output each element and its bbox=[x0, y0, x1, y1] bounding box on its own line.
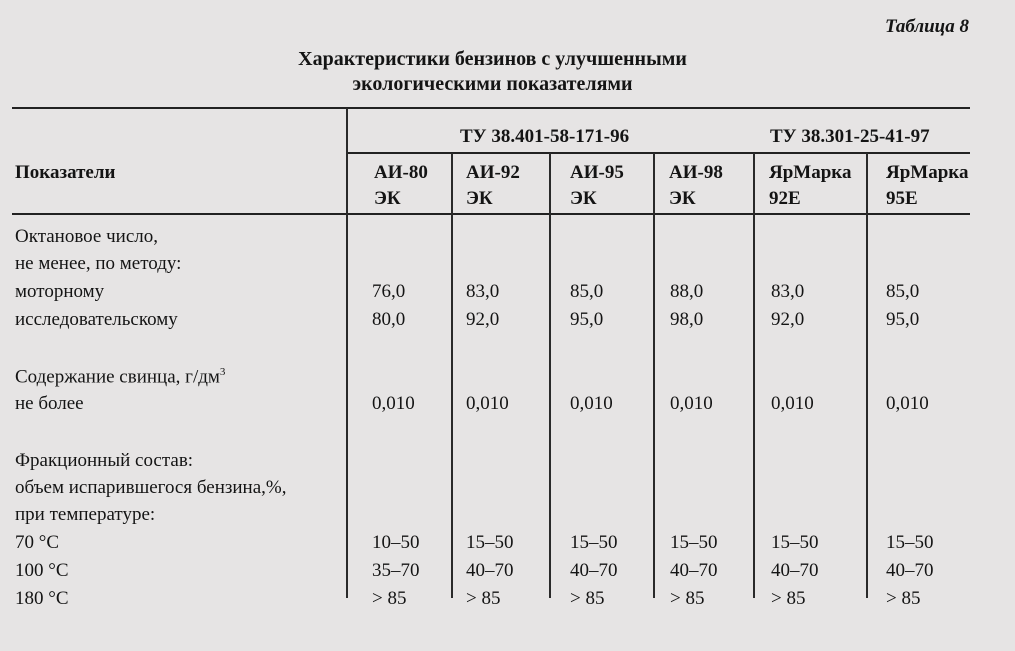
column-header-line2: ЭК bbox=[466, 188, 493, 209]
spec-group2-header: ТУ 38.301-25-41-97 bbox=[770, 126, 930, 147]
spec-group-rule bbox=[346, 152, 970, 154]
table-cell: 35–70 bbox=[372, 560, 420, 581]
table-cell: 0,010 bbox=[466, 393, 509, 414]
table-cell: 15–50 bbox=[670, 532, 718, 553]
table-cell: 40–70 bbox=[466, 560, 514, 581]
table-cell: 95,0 bbox=[886, 309, 920, 330]
table-cell: 76,0 bbox=[372, 281, 406, 302]
table-cell: 0,010 bbox=[886, 393, 929, 414]
table-cell: 98,0 bbox=[670, 309, 704, 330]
column-divider bbox=[451, 153, 453, 598]
column-header-line1: АИ-98 bbox=[669, 162, 723, 183]
table-cell: > 85 bbox=[670, 588, 705, 609]
lead-content-label: Содержание свинца, $г/дм^3$ bbox=[15, 366, 226, 388]
table-cell: 0,010 bbox=[570, 393, 613, 414]
table-cell: 15–50 bbox=[886, 532, 934, 553]
table-cell: 40–70 bbox=[886, 560, 934, 581]
column-header-line1: АИ-95 bbox=[570, 162, 624, 183]
table-cell: 0,010 bbox=[771, 393, 814, 414]
column-header-line1: ЯрМарка bbox=[769, 162, 852, 183]
table-cell: 0,010 bbox=[372, 393, 415, 414]
table-cell: 15–50 bbox=[771, 532, 819, 553]
research-method-label: исследовательскому bbox=[15, 309, 178, 330]
column-header-line1: АИ-80 bbox=[374, 162, 428, 183]
column-divider bbox=[753, 153, 755, 598]
table-cell: 92,0 bbox=[466, 309, 500, 330]
indicators-header: Показатели bbox=[15, 162, 116, 183]
table-cell: > 85 bbox=[570, 588, 605, 609]
table-top-rule bbox=[12, 107, 970, 109]
column-header-line2: ЭК bbox=[570, 188, 597, 209]
table-title-line2: экологическими показателями bbox=[352, 73, 633, 95]
octane-row-title: Октановое число, bbox=[15, 226, 158, 247]
column-divider bbox=[866, 153, 868, 598]
table-cell: 40–70 bbox=[570, 560, 618, 581]
column-header-line2: 95Е bbox=[886, 188, 918, 209]
column-header-line2: 92Е bbox=[769, 188, 801, 209]
table-cell: 85,0 bbox=[886, 281, 920, 302]
table-cell: 40–70 bbox=[670, 560, 718, 581]
column-header-line2: ЭК bbox=[669, 188, 696, 209]
table-cell: 80,0 bbox=[372, 309, 406, 330]
table-cell: 88,0 bbox=[670, 281, 704, 302]
table-cell: 95,0 bbox=[570, 309, 604, 330]
table-cell: > 85 bbox=[466, 588, 501, 609]
table-cell: 10–50 bbox=[372, 532, 420, 553]
column-divider bbox=[653, 153, 655, 598]
motor-method-label: моторному bbox=[15, 281, 105, 302]
table-title-line1: Характеристики бензинов с улучшенными bbox=[298, 48, 687, 70]
table-cell: 83,0 bbox=[466, 281, 500, 302]
column-divider bbox=[549, 153, 551, 598]
table-cell: 0,010 bbox=[670, 393, 713, 414]
spec-group1-header: ТУ 38.401-58-171-96 bbox=[460, 126, 630, 147]
lead-content-sublabel: не более bbox=[15, 393, 84, 414]
octane-row-subtitle: не менее, по методу: bbox=[15, 253, 182, 274]
column-header-line2: ЭК bbox=[374, 188, 401, 209]
lead-unit-superscript: 3 bbox=[219, 366, 226, 378]
table-number: Таблица 8 bbox=[884, 16, 969, 37]
table-cell: 15–50 bbox=[466, 532, 514, 553]
table-cell: 83,0 bbox=[771, 281, 805, 302]
column-divider bbox=[346, 108, 348, 598]
temp-180-label: 180 °С bbox=[15, 588, 69, 609]
fraction-row-title: Фракционный состав: bbox=[15, 450, 194, 471]
table-cell: 92,0 bbox=[771, 309, 805, 330]
table-cell: 15–50 bbox=[570, 532, 618, 553]
temp-70-label: 70 °С bbox=[15, 532, 60, 553]
header-bottom-rule bbox=[12, 213, 970, 215]
column-header-line1: ЯрМарка bbox=[886, 162, 969, 183]
table-cell: 85,0 bbox=[570, 281, 604, 302]
temp-100-label: 100 °С bbox=[15, 560, 69, 581]
column-header-line1: АИ-92 bbox=[466, 162, 520, 183]
table-cell: > 85 bbox=[372, 588, 407, 609]
fraction-row-subtitle: объем испарившегося бензина,%, bbox=[15, 477, 287, 498]
table-cell: > 85 bbox=[771, 588, 806, 609]
table-cell: 40–70 bbox=[771, 560, 819, 581]
table-cell: > 85 bbox=[886, 588, 921, 609]
fraction-row-subtitle2: при температуре: bbox=[15, 504, 156, 525]
